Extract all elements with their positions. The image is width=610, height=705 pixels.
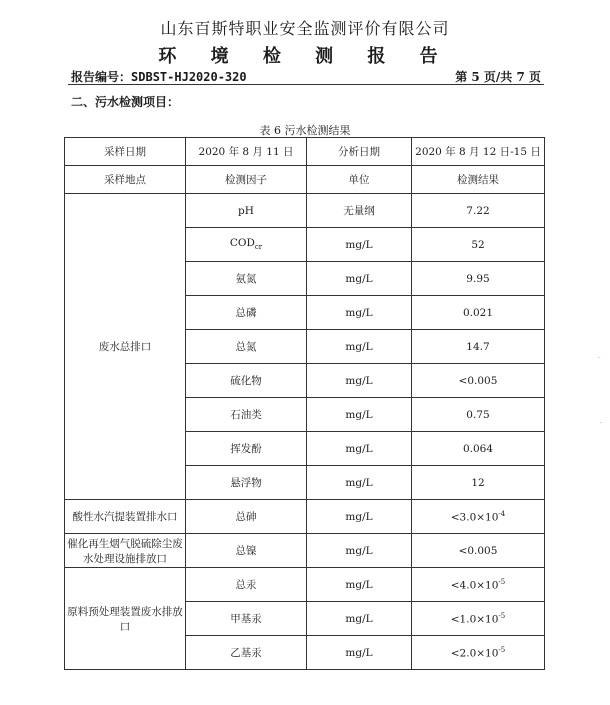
test-result-exponent: -5 — [498, 577, 506, 586]
test-result: <0.005 — [412, 534, 545, 568]
test-factor: 总砷 — [186, 500, 307, 534]
test-result-base: <1.0×10 — [450, 613, 499, 626]
sampling-location: 原料预处理装置废水排放口 — [65, 568, 186, 670]
sampling-location: 废水总排口 — [65, 194, 186, 500]
test-result-exponent: -4 — [498, 509, 506, 518]
unit: mg/L — [307, 602, 412, 636]
unit: mg/L — [307, 636, 412, 670]
test-result: 52 — [412, 228, 545, 262]
unit: mg/L — [307, 228, 412, 262]
report-number-value: SDBST-HJ2020-320 — [131, 70, 247, 84]
test-factor: 总氮 — [186, 330, 307, 364]
test-result-exponent: -5 — [498, 611, 506, 620]
table-row — [65, 534, 545, 568]
section-heading: 二、污水检测项目： — [71, 95, 180, 109]
test-factor: 乙基汞 — [186, 636, 307, 670]
margin-mark: · — [598, 355, 600, 362]
table-row — [65, 500, 545, 534]
test-result: 0.064 — [412, 432, 545, 466]
page-info: 第 5 页/共 7 页 — [455, 70, 541, 84]
test-result-base: <4.0×10 — [450, 579, 499, 592]
report-number-label: 报告编号： — [71, 70, 132, 84]
table-row — [65, 194, 545, 228]
header-divider — [68, 84, 544, 85]
analysis-date-label: 分析日期 — [307, 138, 412, 166]
test-factor: 总镍 — [186, 534, 307, 568]
sampling-location: 催化再生烟气脱硫除尘废水处理设施排放口 — [65, 534, 186, 568]
sampling-date: 2020 年 8 月 11 日 — [186, 138, 307, 166]
unit: mg/L — [307, 500, 412, 534]
margin-mark: · — [600, 420, 602, 427]
test-factor-main: COD — [229, 237, 255, 250]
unit: mg/L — [307, 568, 412, 602]
test-factor: pH — [186, 194, 307, 228]
table-header-row — [65, 138, 545, 166]
test-result-base: <2.0×10 — [450, 647, 499, 660]
test-factor: 挥发酚 — [186, 432, 307, 466]
test-factor: 总汞 — [186, 568, 307, 602]
test-factor — [186, 228, 307, 262]
test-factor: 硫化物 — [186, 364, 307, 398]
test-result: 9.95 — [412, 262, 545, 296]
unit: 无量纲 — [307, 194, 412, 228]
unit: mg/L — [307, 330, 412, 364]
test-factor: 悬浮物 — [186, 466, 307, 500]
unit: mg/L — [307, 466, 412, 500]
test-result — [412, 602, 545, 636]
unit: mg/L — [307, 534, 412, 568]
column-header-location: 采样地点 — [65, 166, 186, 194]
test-result: <0.005 — [412, 364, 545, 398]
sampling-location: 酸性水汽提装置排水口 — [65, 500, 186, 534]
test-result: 0.021 — [412, 296, 545, 330]
test-factor: 石油类 — [186, 398, 307, 432]
test-result: 14.7 — [412, 330, 545, 364]
report-title: 环 境 检 测 报 告 — [158, 46, 452, 67]
company-name: 山东百斯特职业安全监测评价有限公司 — [160, 19, 450, 38]
table-caption: 表 6 污水检测结果 — [259, 124, 351, 137]
unit: mg/L — [307, 398, 412, 432]
test-result-base: <3.0×10 — [450, 511, 499, 524]
table-column-header-row — [65, 166, 545, 194]
column-header-unit: 单位 — [307, 166, 412, 194]
test-result: 0.75 — [412, 398, 545, 432]
test-result — [412, 636, 545, 670]
test-factor: 总磷 — [186, 296, 307, 330]
report-number — [71, 68, 247, 85]
test-result: 12 — [412, 466, 545, 500]
analysis-date: 2020 年 8 月 12 日-15 日 — [412, 138, 545, 166]
test-factor: 氨氮 — [186, 262, 307, 296]
unit: mg/L — [307, 432, 412, 466]
test-result: 7.22 — [412, 194, 545, 228]
test-factor: 甲基汞 — [186, 602, 307, 636]
table-row — [65, 568, 545, 602]
sampling-date-label: 采样日期 — [65, 138, 186, 166]
test-result — [412, 500, 545, 534]
unit: mg/L — [307, 364, 412, 398]
wastewater-results-table — [64, 137, 545, 670]
column-header-factor: 检测因子 — [186, 166, 307, 194]
unit: mg/L — [307, 296, 412, 330]
column-header-result: 检测结果 — [412, 166, 545, 194]
test-result-exponent: -5 — [498, 645, 506, 654]
unit: mg/L — [307, 262, 412, 296]
test-result — [412, 568, 545, 602]
test-factor-subscript: cr — [254, 243, 263, 252]
